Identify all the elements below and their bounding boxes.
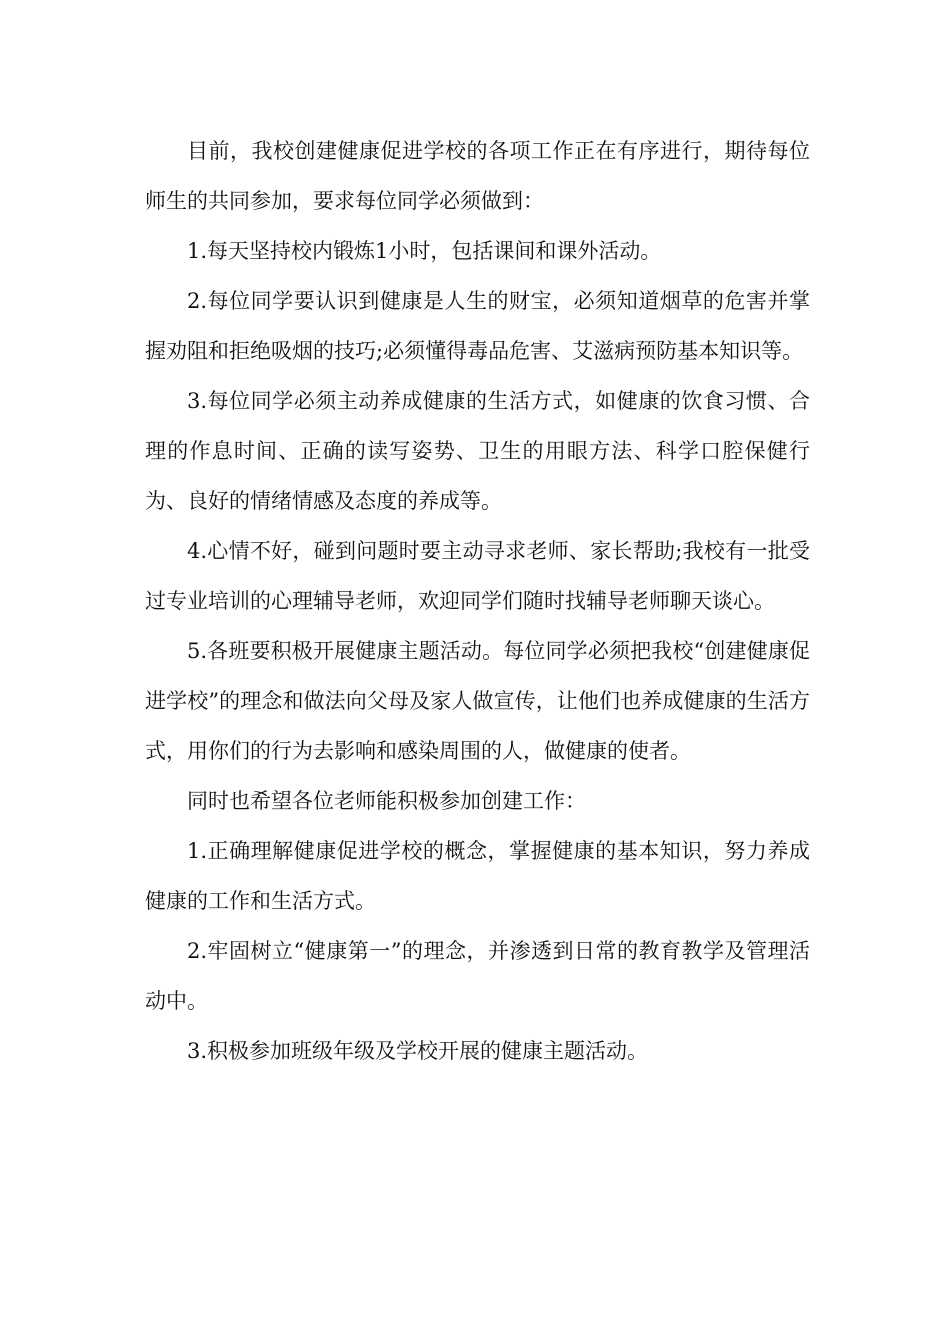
student-item-4: 4.心情不好，碰到问题时要主动寻求老师、家长帮助;我校有一批受过专业培训的心理辅导老师，欢迎同学们随时找辅导老师聊天谈心。 bbox=[145, 539, 810, 613]
student-item-2: 2.每位同学要认识到健康是人生的财宝，必须知道烟草的危害并掌握劝阻和拒绝吸烟的技巧;必须懂得毒品危害、艾滋病预防基本知识等。 bbox=[145, 289, 810, 363]
teacher-item-3: 3.积极参加班级年级及学校开展的健康主题活动。 bbox=[187, 1039, 649, 1063]
teacher-intro-paragraph: 同时也希望各位老师能积极参加创建工作： bbox=[187, 789, 586, 813]
student-item-1: 1.每天坚持校内锻炼1小时，包括课间和课外活动。 bbox=[187, 239, 662, 263]
intro-paragraph: 目前，我校创建健康促进学校的各项工作正在有序进行，期待每位师生的共同参加，要求每位同学必须做到： bbox=[145, 139, 810, 213]
teacher-item-1: 1.正确理解健康促进学校的概念，掌握健康的基本知识，努力养成健康的工作和生活方式。 bbox=[145, 839, 810, 913]
student-item-3: 3.每位同学必须主动养成健康的生活方式，如健康的饮食习惯、合理的作息时间、正确的读写姿势、卫生的用眼方法、科学口腔保健行为、良好的情绪情感及态度的养成等。 bbox=[145, 389, 810, 513]
student-item-5: 5.各班要积极开展健康主题活动。每位同学必须把我校“创建健康促进学校”的理念和做法向父母及家人做宣传，让他们也养成健康的生活方式，用你们的行为去影响和感染周围的人，做健康的使者。 bbox=[145, 639, 810, 763]
teacher-item-2: 2.牢固树立“健康第一”的理念，并渗透到日常的教育教学及管理活动中。 bbox=[145, 939, 810, 1013]
document-page bbox=[145, 126, 810, 1076]
